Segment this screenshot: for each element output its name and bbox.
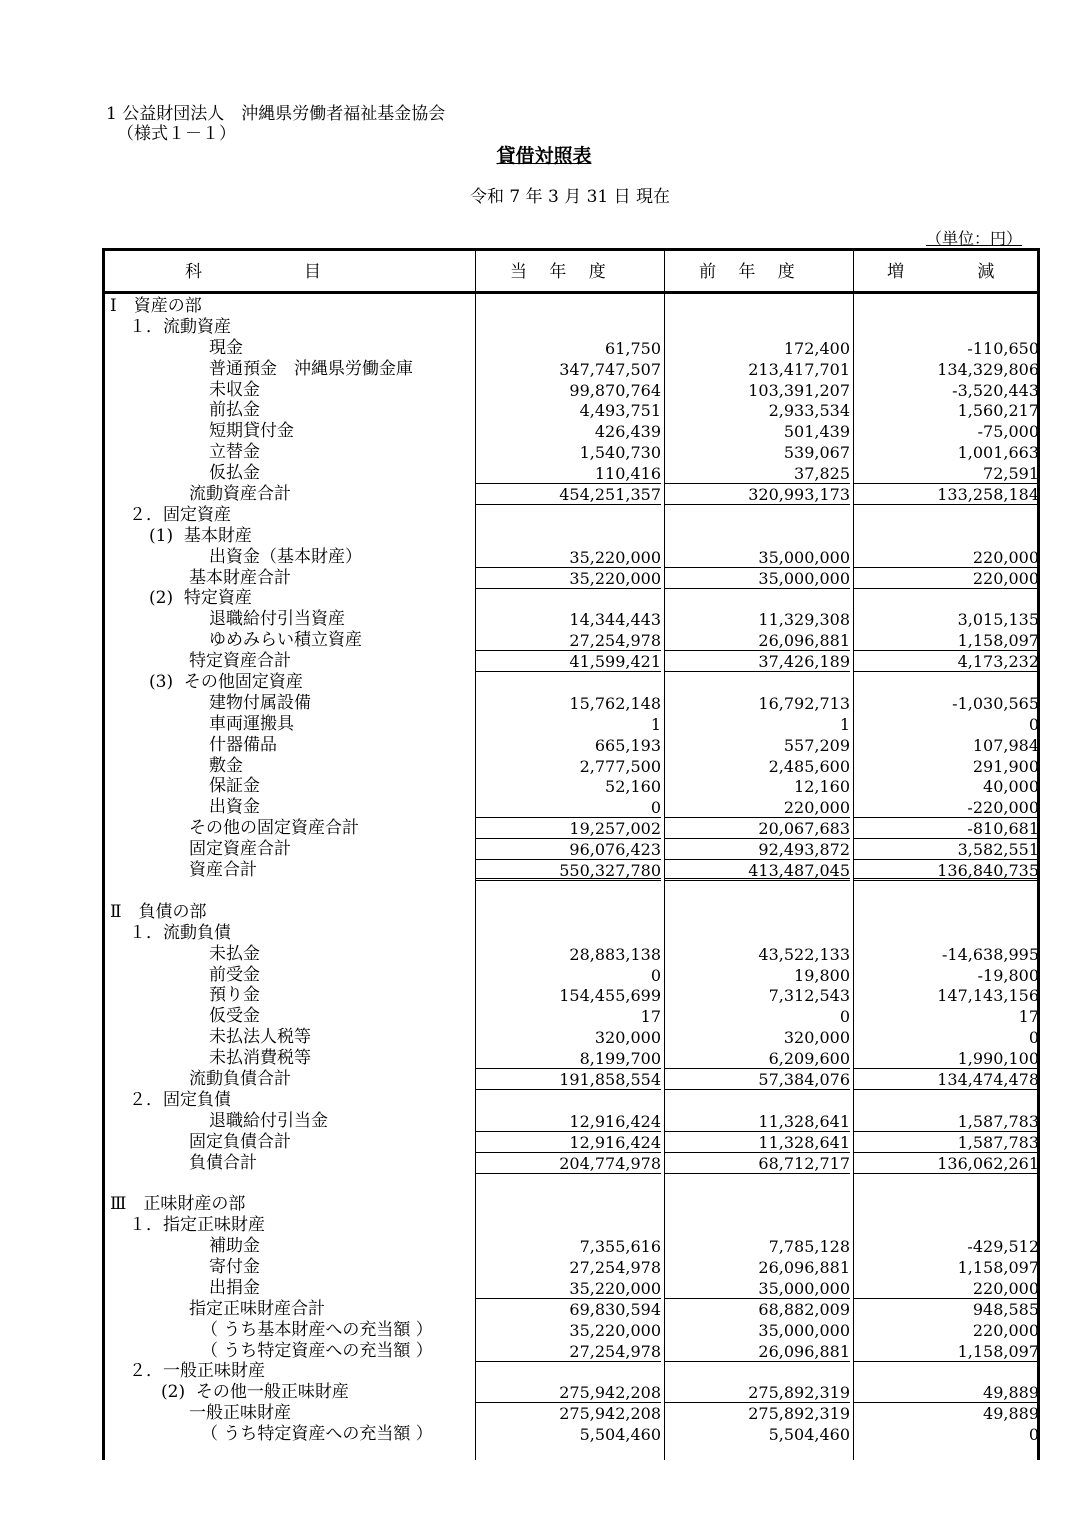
table-row: [105, 965, 1037, 986]
change-value: 3,582,551: [853, 839, 1039, 860]
change-value: 1,001,663: [957, 443, 1039, 463]
table-row: [105, 1382, 1037, 1403]
change-value: 1,560,217: [957, 401, 1039, 421]
current-year-value: 665,193: [594, 735, 661, 755]
previous-year-value: 172,400: [783, 338, 850, 358]
table-row: [105, 1069, 1037, 1090]
previous-year-value: 35,000,000: [664, 547, 850, 568]
change-value: 1,158,097: [853, 1341, 1039, 1362]
change-value: 0: [1028, 1028, 1039, 1048]
change-value: 4,173,232: [853, 651, 1039, 672]
current-year-value: 5,504,460: [579, 1425, 661, 1445]
change-value: 220,000: [853, 568, 1039, 589]
table-row: [105, 484, 1037, 505]
current-year-value: 35,220,000: [475, 568, 661, 589]
table-row: [105, 1341, 1037, 1362]
previous-year-value: 275,892,319: [748, 1404, 850, 1424]
account-label: 前払金: [209, 400, 260, 421]
account-label: 流動資産合計: [189, 484, 291, 505]
current-year-value: 61,750: [605, 338, 661, 358]
change-value: 134,329,806: [937, 359, 1039, 379]
previous-year-value: 35,000,000: [664, 1278, 850, 1299]
current-year-value: 27,254,978: [569, 1257, 661, 1277]
previous-year-value: 6,209,600: [664, 1048, 850, 1069]
change-value: 72,591: [853, 463, 1039, 484]
table-row: [105, 714, 1037, 735]
table-row: [105, 651, 1037, 672]
table-row: [105, 359, 1037, 380]
account-label: 負債合計: [189, 1152, 257, 1173]
account-label: １．流動資産: [129, 316, 231, 337]
account-label: 車両運搬具: [209, 713, 294, 734]
table-row: [105, 1236, 1037, 1257]
account-label: 特定資産合計: [189, 651, 291, 672]
table-row: [105, 568, 1037, 589]
table-row: [105, 881, 1037, 902]
current-year-value: 12,916,424: [475, 1132, 661, 1153]
change-value: 147,143,156: [937, 986, 1039, 1006]
title-text: 貸借対照表: [496, 145, 592, 167]
previous-year-value: 320,000: [783, 1028, 850, 1048]
table-row: [105, 547, 1037, 568]
account-label: 前受金: [209, 964, 260, 985]
current-year-value: 35,220,000: [475, 1278, 661, 1299]
previous-year-value: 11,328,641: [664, 1111, 850, 1132]
table-row: [105, 985, 1037, 1006]
current-year-value: 15,762,148: [569, 693, 661, 713]
table-row: [105, 923, 1037, 944]
table-row: [105, 756, 1037, 777]
account-label: 退職給付引当資産: [209, 609, 345, 630]
previous-year-value: 7,785,128: [768, 1237, 850, 1257]
table-row: [105, 1027, 1037, 1048]
document-title: [0, 145, 1088, 167]
account-label: 基本財産合計: [189, 567, 291, 588]
current-year-value: 96,076,423: [475, 839, 661, 860]
change-value: 40,000: [983, 777, 1039, 797]
account-label: ゆめみらい積立資産: [209, 630, 362, 651]
account-label: ２．一般正味財産: [129, 1361, 265, 1382]
previous-year-value: 43,522,133: [758, 944, 850, 964]
table-row: [105, 1111, 1037, 1132]
change-value: 220,000: [853, 1278, 1039, 1299]
table-header: [105, 251, 1037, 294]
current-year-value: 275,942,208: [475, 1382, 661, 1403]
previous-year-value: 0: [839, 1007, 850, 1027]
table-row: [105, 463, 1037, 484]
account-label: 未払金: [209, 943, 260, 964]
account-label: 補助金: [209, 1236, 260, 1257]
current-year-value: 320,000: [594, 1028, 661, 1048]
table-row: [105, 526, 1037, 547]
current-year-value: 1: [650, 714, 661, 734]
table-row: [105, 944, 1037, 965]
table-row: [105, 1173, 1037, 1194]
table-row: [105, 1403, 1037, 1424]
organization-name: 1 公益財団法人 沖縄県労働者福祉基金協会: [106, 104, 446, 124]
current-year-value: 17: [640, 1007, 661, 1027]
current-year-value: 27,254,978: [475, 1341, 661, 1362]
account-label: 未収金: [209, 379, 260, 400]
previous-year-value: 2,933,534: [768, 401, 850, 421]
account-label: （ うち特定資産への充当額 ）: [201, 1424, 433, 1445]
account-label: 寄付金: [209, 1256, 260, 1277]
previous-year-value: 320,993,173: [664, 484, 850, 505]
table-row: [105, 1257, 1037, 1278]
current-year-value: 52,160: [605, 777, 661, 797]
table-row: [105, 317, 1037, 338]
account-label: 退職給付引当金: [209, 1110, 328, 1131]
account-label: Ⅰ 資産の部: [110, 296, 202, 316]
table-row: [105, 296, 1037, 317]
account-label: 建物付属設備: [209, 692, 311, 713]
current-year-value: 28,883,138: [569, 944, 661, 964]
table-row: [105, 693, 1037, 714]
current-year-value: 1,540,730: [579, 443, 661, 463]
header-current-year: 当 年 度: [510, 262, 606, 282]
change-value: 0: [1028, 1425, 1039, 1445]
table-row: [105, 1132, 1037, 1153]
table-row: [105, 839, 1037, 860]
previous-year-value: 26,096,881: [664, 630, 850, 651]
table-row: [105, 1320, 1037, 1341]
previous-year-value: 1: [839, 714, 850, 734]
table-row: [105, 1361, 1037, 1382]
table-row: [105, 1048, 1037, 1069]
change-value: 1,158,097: [853, 630, 1039, 651]
table-row: [105, 1006, 1037, 1027]
current-year-value: 35,220,000: [569, 1320, 661, 1340]
account-label: 立替金: [209, 442, 260, 463]
previous-year-value: 7,312,543: [768, 986, 850, 1006]
unit-label: （単位：円）: [925, 229, 1022, 248]
table-row: [105, 672, 1037, 693]
previous-year-value: 5,504,460: [768, 1425, 850, 1445]
previous-year-value: 68,882,009: [758, 1299, 850, 1319]
change-value: -220,000: [853, 797, 1039, 818]
account-label: (2) 特定資産: [149, 588, 252, 609]
change-value: 3,015,135: [957, 610, 1039, 630]
table-row: [105, 735, 1037, 756]
account-label: 資産合計: [189, 860, 257, 881]
table-row: [105, 609, 1037, 630]
change-value: 1,990,100: [853, 1048, 1039, 1069]
change-value: 107,984: [972, 735, 1039, 755]
table-row: [105, 380, 1037, 401]
form-number: （様式１－１）: [117, 124, 236, 144]
current-year-value: 0: [650, 965, 661, 985]
table-row: [105, 505, 1037, 526]
change-value: 220,000: [853, 547, 1039, 568]
current-year-value: 4,493,751: [579, 401, 661, 421]
account-label: (2) その他一般正味財産: [161, 1382, 349, 1403]
account-label: Ⅱ 負債の部: [110, 901, 207, 922]
current-year-value: 27,254,978: [475, 630, 661, 651]
change-value: 134,474,478: [853, 1069, 1039, 1090]
change-value: 17: [1018, 1007, 1039, 1027]
current-year-value: 8,199,700: [475, 1048, 661, 1069]
previous-year-value: 539,067: [783, 443, 850, 463]
current-year-value: 347,747,507: [559, 359, 661, 379]
table-row: [105, 818, 1037, 839]
account-label: (1) 基本財産: [149, 525, 252, 546]
previous-year-value: 20,067,683: [664, 818, 850, 839]
table-row: [105, 630, 1037, 651]
previous-year-value: 57,384,076: [664, 1069, 850, 1090]
account-label: （ うち基本財産への充当額 ）: [201, 1319, 433, 1340]
previous-year-value: 11,329,308: [758, 610, 850, 630]
current-year-value: 99,870,764: [569, 380, 661, 400]
change-value: 49,889: [853, 1382, 1039, 1403]
current-year-value: 2,777,500: [579, 756, 661, 776]
change-value: 49,889: [983, 1404, 1039, 1424]
account-label: その他の固定資産合計: [189, 818, 359, 839]
previous-year-value: 68,712,717: [664, 1153, 850, 1174]
table-row: [105, 1153, 1037, 1174]
current-year-value: 19,257,002: [475, 818, 661, 839]
current-year-value: 0: [475, 797, 661, 818]
table-row: [105, 1278, 1037, 1299]
table-row: [105, 797, 1037, 818]
table-row: [105, 421, 1037, 442]
previous-year-value: 37,426,189: [664, 651, 850, 672]
table-row: [105, 1194, 1037, 1215]
account-label: 普通預金 沖縄県労働金庫: [209, 358, 413, 379]
table-row: [105, 442, 1037, 463]
previous-year-value: 35,000,000: [758, 1320, 850, 1340]
change-value: -19,800: [977, 965, 1039, 985]
account-label: 保証金: [209, 776, 260, 797]
change-value: 136,062,261: [853, 1153, 1039, 1174]
table-row: [105, 860, 1037, 881]
previous-year-value: 220,000: [664, 797, 850, 818]
table-row: [105, 776, 1037, 797]
change-value: 1,587,783: [853, 1132, 1039, 1153]
account-label: 指定正味財産合計: [189, 1298, 325, 1319]
account-label: １．指定正味財産: [129, 1215, 265, 1236]
account-label: 一般正味財産: [189, 1403, 291, 1424]
previous-year-value: 557,209: [783, 735, 850, 755]
current-year-value: 12,916,424: [475, 1111, 661, 1132]
previous-year-value: 11,328,641: [664, 1132, 850, 1153]
change-value: 1,158,097: [957, 1257, 1039, 1277]
current-year-value: 550,327,780: [475, 860, 661, 881]
current-year-value: 110,416: [475, 463, 661, 484]
previous-year-value: 26,096,881: [758, 1257, 850, 1277]
previous-year-value: 19,800: [794, 965, 850, 985]
change-value: -110,650: [967, 338, 1039, 358]
current-year-value: 426,439: [594, 422, 661, 442]
account-label: 出捐金: [209, 1277, 260, 1298]
change-value: 133,258,184: [853, 484, 1039, 505]
account-label: 現金: [209, 337, 243, 358]
account-label: 未払消費税等: [209, 1048, 311, 1069]
previous-year-value: 213,417,701: [748, 359, 850, 379]
account-label: 敷金: [209, 755, 243, 776]
change-value: 220,000: [972, 1320, 1039, 1340]
account-label: 未払法人税等: [209, 1027, 311, 1048]
previous-year-value: 2,485,600: [768, 756, 850, 776]
previous-year-value: 275,892,319: [664, 1382, 850, 1403]
account-label: 什器備品: [209, 734, 277, 755]
change-value: -14,638,995: [941, 944, 1039, 964]
change-value: 0: [1028, 714, 1039, 734]
header-account: 科 目: [185, 262, 321, 282]
table-row: [105, 338, 1037, 359]
previous-year-value: 92,493,872: [664, 839, 850, 860]
account-label: Ⅲ 正味財産の部: [110, 1194, 246, 1215]
change-value: -75,000: [977, 422, 1039, 442]
previous-year-value: 37,825: [664, 463, 850, 484]
current-year-value: 204,774,978: [475, 1153, 661, 1174]
table-row: [105, 1299, 1037, 1320]
current-year-value: 69,830,594: [569, 1299, 661, 1319]
account-label: (3) その他固定資産: [149, 672, 303, 693]
table-row: [105, 1090, 1037, 1111]
header-change: 増 減: [887, 262, 995, 282]
account-label: １．流動負債: [129, 922, 231, 943]
change-value: 1,587,783: [853, 1111, 1039, 1132]
account-label: 仮受金: [209, 1006, 260, 1027]
table-row: [105, 400, 1037, 421]
header-previous-year: 前 年 度: [699, 262, 795, 282]
account-label: （ うち特定資産への充当額 ）: [201, 1340, 433, 1361]
change-value: -1,030,565: [952, 693, 1039, 713]
current-year-value: 41,599,421: [475, 651, 661, 672]
account-label: 出資金（基本財産）: [209, 546, 362, 567]
current-year-value: 454,251,357: [475, 484, 661, 505]
table-row: [105, 902, 1037, 923]
previous-year-value: 501,439: [783, 422, 850, 442]
change-value: 136,840,735: [853, 860, 1039, 881]
current-year-value: 191,858,554: [475, 1069, 661, 1090]
previous-year-value: 26,096,881: [664, 1341, 850, 1362]
previous-year-value: 35,000,000: [664, 568, 850, 589]
balance-sheet-table: [102, 248, 1040, 1460]
current-year-value: 275,942,208: [559, 1404, 661, 1424]
change-value: 291,900: [972, 756, 1039, 776]
account-label: 出資金: [209, 797, 260, 818]
table-row: [105, 1424, 1037, 1445]
current-year-value: 14,344,443: [569, 610, 661, 630]
current-year-value: 35,220,000: [475, 547, 661, 568]
previous-year-value: 12,160: [794, 777, 850, 797]
account-label: ２．固定負債: [129, 1089, 231, 1110]
table-row: [105, 1215, 1037, 1236]
change-value: -3,520,443: [952, 380, 1039, 400]
account-label: 流動負債合計: [189, 1068, 291, 1089]
previous-year-value: 103,391,207: [748, 380, 850, 400]
account-label: 短期貸付金: [209, 421, 294, 442]
change-value: 948,585: [972, 1299, 1039, 1319]
current-year-value: 154,455,699: [559, 986, 661, 1006]
current-year-value: 7,355,616: [579, 1237, 661, 1257]
previous-year-value: 16,792,713: [758, 693, 850, 713]
previous-year-value: 413,487,045: [664, 860, 850, 881]
change-value: -429,512: [967, 1237, 1039, 1257]
account-label: 預り金: [209, 985, 260, 1006]
table-body: [105, 296, 1037, 1445]
report-date: 令和 7 年 3 月 31 日 現在: [469, 187, 671, 207]
account-label: 仮払金: [209, 463, 260, 484]
change-value: -810,681: [853, 818, 1039, 839]
account-label: 固定負債合計: [189, 1131, 291, 1152]
account-label: 固定資産合計: [189, 839, 291, 860]
account-label: ２．固定資産: [129, 504, 231, 525]
table-row: [105, 588, 1037, 609]
